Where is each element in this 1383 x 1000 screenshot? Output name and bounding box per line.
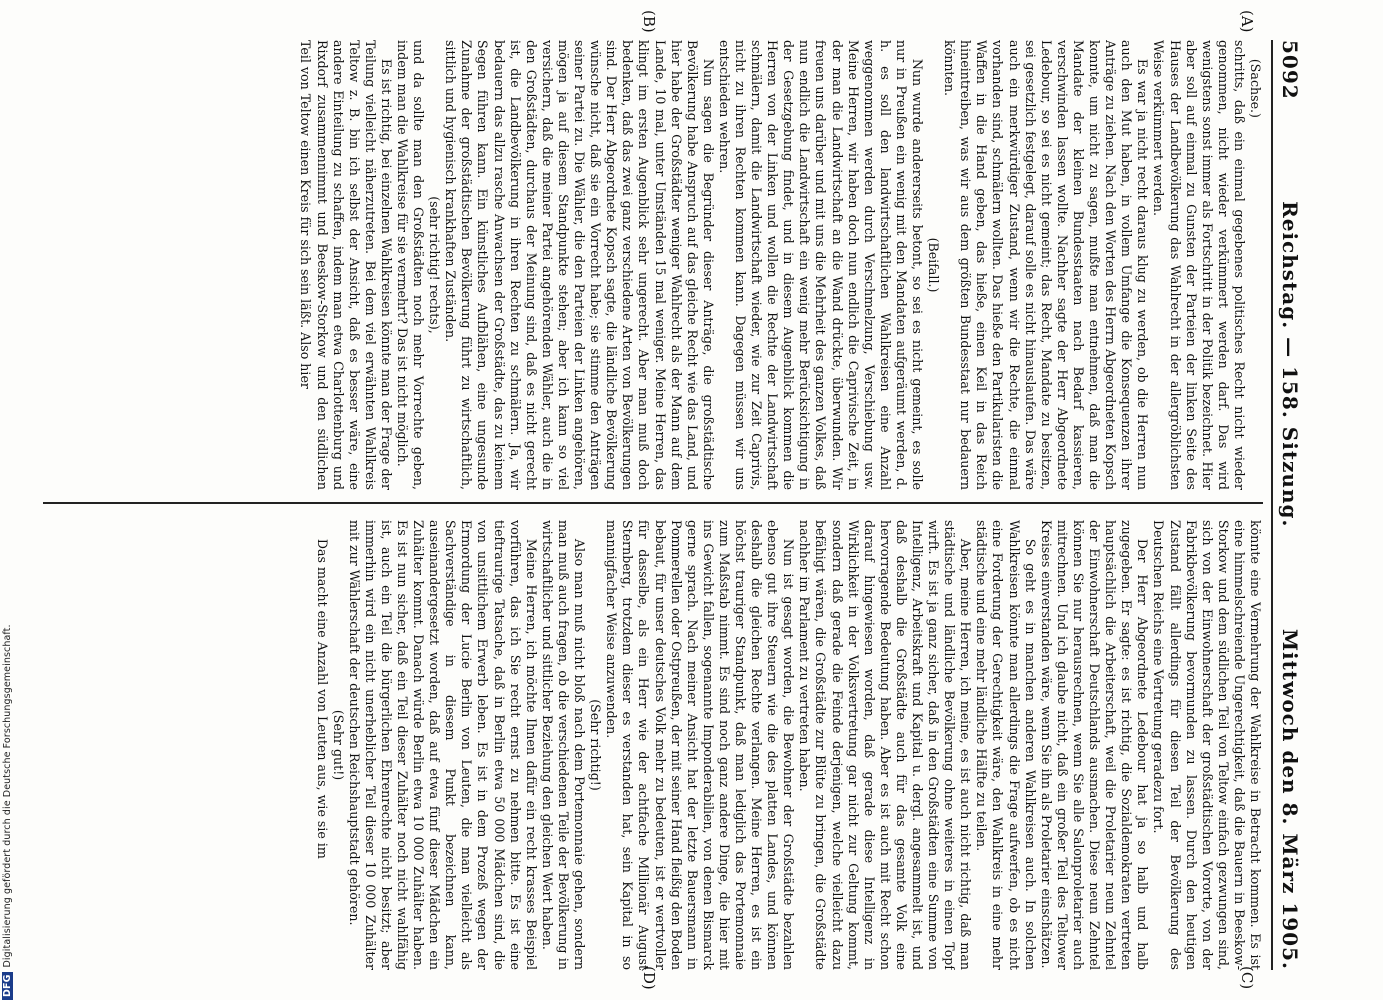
paragraph: Meine Herren, ich möchte Ihnen dafür ein recht krasses Beispiel vorführen, das ich Sie recht ernst zu nehmen bitte. Es ist eine tieftraurige Tatsache, daß in Berlin etwa 50 000 Mädchen sind, die von unsittlichem Erwerb leben. Es ist in dem Prozeß wegen der Ermordung der Lucie Berlin von Leuten, die man vielleicht als Sachverständige in diesem Punkt bezeichnen kann, auseinandergesetzt worden, daß auf etwa fünf dieser Mädchen ein Zuhälter kommt. Danach würde Berlin etwa 10 000 Zuhälter haben. Es ist nun sicher, daß ein Teil dieser Zuhälter noch nicht wahlfähig ist, auch ein Teil die bürgerlichen Ehrenrechte nicht besitzt; aber immerhin wird ein nicht unerheblicher Teil dieser 10 000 Zuhälter mit zur Wählerschaft der deutschen Reichshauptstadt gehören.: [346, 520, 539, 970]
paragraph: Nun sagen die Begründer dieser Anträge, die großstädtische Bevölkerung habe Anspruch auf das gleiche Recht wie das Land, und hier habe der Großstädter weniger Wahlrecht als der Mann auf dem Lande, 10 mal, unter Umständen 15 mal weniger. Meine Herren, das klingt im ersten Augenblick sehr ungerecht. Aber man muß doch bedenken, daß das zwei ganz verschiedene Arten von Bevölkerungen sind. Der Herr Abgeordnete Kopsch sagte, die ländliche Bevölkerung wünsche nicht, daß sie ein Vorrecht habe; sie stimme den Anträgen seiner Partei zu. Die Wähler, die den Parteien der Linken angehören, mögen ja auf diesem Standpunkte stehen; aber ich kann so viel versichern, daß die meiner Partei angehörenden Wähler, auch die in den Großstädten, durchaus der Meinung sind, daß es nicht gerecht ist, die Landbevölkerung in ihren Rechten zu schmälern. Ja, wir bedauern das allzu rasche Anwachsen der Großstädte, das zu keinem Segen führen kann. Ein künstliches Aufblähen, eine ungesunde Zunahme der großstädtischen Bevölkerung führt zu wirtschaftlich, sittlich und hygienisch krankhaften Zuständen.: [443, 40, 716, 490]
paragraph: Also man muß nicht bloß nach dem Portemonnaie gehen, sondern man muß auch fragen, ob die verschiedenen Teile der Bevölkerung in wirtschaftlicher und sittlicher Beziehung den gleichen Wert haben.: [539, 520, 588, 970]
left-column: [43, 40, 1263, 490]
speaker-name: (Sachse.): [1248, 58, 1263, 118]
margin-marker-a: (A): [1238, 10, 1256, 33]
margin-marker-d: (D): [640, 966, 658, 990]
credit-text: Digitalisierung gefördert durch die Deutsche Forschungsgemeinschaft.: [2, 624, 13, 968]
paragraph: schritts, daß ein einmal gegebenes politisches Recht nicht wieder genommen, nicht wieder verkümmert werden darf. Das wird wenigstens sonst immer als Fortschritt in der Politik bezeichnet. Hier aber soll auf einmal zu Gunsten der Parteien der linken Seite des Hauses der Landbevölkerung das Wahlrecht in der allergröblichsten Weise verkümmert werden.: [1151, 40, 1247, 490]
digitization-credit: [2, 624, 13, 1000]
paragraph: Es war ja nicht recht daraus klug zu werden, ob die Herren nun auch den Mut haben, in vollem Umfange die Konsequenzen ihrer Anträge zu ziehen. Nach den Worten des Herrn Abgeordneten Kopsch konnte, um nicht zu sagen, mußte man entnehmen, daß man die Mandate der kleinen Bundesstaaten nach Bedarf kassieren, verschwinden lassen wollte. Nachher sagte der Herr Abgeordnete Ledebour, so sei es nicht gemeint; das Recht, Mandate zu besitzen, sei gesetzlich festgelegt, darauf solle es nicht hinauslaufen. Das wäre auch ein merkwürdiger Zustand, wenn wir die Rechte, die einmal vorhanden sind, schmälern wollten. Das hieße den Partikularisten die Waffen in die Hand geben, das hieße, einen Keil in das Reich hineintreiben, was wir aus dem größten Bundesstaat nur bedauern könnten.: [942, 40, 1151, 490]
dfg-logo: DFG: [2, 972, 13, 1000]
header-title: Reichstag. — 158. Sitzung.: [1278, 201, 1302, 528]
column-separator: [43, 502, 1263, 504]
page-header: [1278, 40, 1318, 970]
interjection: (Sehr gut!): [330, 709, 346, 781]
header-rule: [1271, 40, 1273, 970]
rotated-document-sheet: [18, 0, 1318, 1000]
paragraph: Nun wurde andererseits betont, so sei es nicht gemeint, es solle nur in Preußen ein wenig mit den Mandaten aufgeräumt werden, d. h. es soll den landwirtschaftlichen Wahlkreisen eine Anzahl weggenommen werden durch Verschmelzung, Verschiebung usw. Meine Herren, wir haben doch nun endlich die Caprivische Zeit, in der man die Landwirtschaft an die Wand drückte, überwunden. Wir freuen uns darüber und mit uns die Mehrheit des ganzen Volkes, daß nun endlich die Landwirtschaft ein wenig mehr Berücksichtigung in der Gesetzgebung findet, und in diesem Augenblick kommen die Herren von der Linken und wollen die Rechte der Landwirtschaft schmälern, damit die Landwirtschaft wieder, wie zur Zeit Caprivis, nicht zu ihren Rechten kommen kann. Dagegen müssen wir uns entschieden wehren.: [716, 40, 926, 490]
page-number: 5092: [1278, 40, 1302, 100]
margin-marker-b: (B): [640, 10, 658, 33]
interjection: (Sehr richtig!): [588, 699, 604, 791]
paragraph: und da sollte man den Großstädten noch mehr Vorrechte geben, indem man die Wahlkreise für sie vermehrt? Das ist nicht möglich.: [395, 40, 427, 490]
paragraph: Es ist richtig, bei einzelnen Wahlkreisen könnte man der Frage der Teilung vielleicht näherzutreten. Bei dem viel erwähnten Wahlkreis Teltow z. B. bin ich selbst der Ansicht, daß es besser wäre, eine andere Einteilung zu schaffen, indem man etwa Charlottenburg und Rixdorf zusammennimmt und Beeskow-Storkow und den südlichen Teil von Teltow einen Kreis für sich sein läßt. Also hier: [298, 40, 394, 490]
paragraph: Aber, meine Herren, ich meine, es ist auch nicht richtig, daß man städtische und ländliche Bevölkerung ohne weiteres in einen Topf wirft. Es ist ja ganz sicher, daß in den Großstädten eine Summe von Intelligenz, Arbeitskraft und Kapital u. dergl. angesammelt ist, und daß deshalb die Großstädte auch für das gesamte Volk eine hervorragende Bedeutung haben. Aber es ist auch mit Recht schon darauf hingewiesen worden, daß gerade diese Intelligenz in Wirklichkeit in der Volksvertretung gar nicht zur Geltung kommt, sondern daß gerade die Feinde derjenigen, welche vielleicht dazu befähigt wären, die Großstädte zur Blüte zu bringen, die Großstädte nachher im Parlament zu vertreten haben.: [797, 520, 974, 970]
header-date: Mittwoch den 8. März 1905.: [1278, 628, 1302, 970]
paragraph: So geht es in manchen anderen Wahlkreisen auch. In solchen Wahlkreisen könnte man allerdings die Frage aufwerfen, ob es nicht eine Forderung der Gerechtigkeit wäre, den Wahlkreis in eine mehr städtische und eine mehr ländliche Hälfte zu teilen.: [974, 520, 1038, 970]
paragraph: Das macht eine Anzahl von Leuten aus, wie sie im: [314, 538, 330, 859]
interjection: (sehr richtig! rechts),: [427, 196, 443, 334]
right-column: [43, 520, 1263, 970]
paragraph: Der Herr Abgeordnete Ledebour hat ja so halb und halb zugegeben. Er sagte: es ist richtig, die Sozialdemokraten vertreten hauptsächlich die Arbeiterschaft, weil die Proletarier neun Zehntel der Einwohnerschaft Deutschlands ausmachen. Diese neun Zehntel können Sie nur herausrechnen, wenn Sie alle Salonproletarier auch mitrechnen. Und ich glaube nicht, daß ein großer Teil des Teltower Kreises einverstanden wäre, wenn Sie ihn als Proletarier einschätzen.: [1038, 520, 1151, 970]
paragraph: könnte eine Vermehrung der Wahlkreise in Betracht kommen. Es ist eine himmelschreiende Ungerechtigkeit, daß die Bauern in Beeskow-Storkow und dem südlichen Teil von Teltow einfach gezwungen sind, sich von der Einwohnerschaft der großstädtischen Vororte, von der Fabrikbevölkerung bevormunden zu lassen. Durch den heutigen Zustand fällt allerdings für diesen Teil der Bevölkerung des Deutschen Reichs eine Vertretung geradezu fort.: [1151, 520, 1263, 970]
margin-marker-c: (C): [1238, 966, 1256, 990]
paragraph: Nun ist gesagt worden, die Bewohner der Großstädte bezahlen ebenso gut ihre Steuern wie die des platten Landes, und können deshalb die gleichen Rechte verlangen. Meine Herren, es ist ein höchst trauriger Standpunkt, daß man lediglich das Portemonnaie zum Maßstab nimmt. Es sind noch ganz andere Dinge, die hier mit ins Gewicht fallen, sogenannte Imponderabilien, von denen Bismarck gerne sprach. Nach meiner Ansicht hat der letzte Bauersmann in Pommerellen oder Ostpreußen, der mit seiner Hand fleißig den Boden bebaut, für unser deutsches Volk mehr zu bedeuten, ist er wertvoller für dasselbe, als ein Herr wie der achtfache Millionär August Sternberg, trotzdem dieser es verstanden hat, sein Kapital in so mannigfacher Weise anzuwenden.: [604, 520, 797, 970]
interjection: (Beifall.): [926, 237, 942, 293]
